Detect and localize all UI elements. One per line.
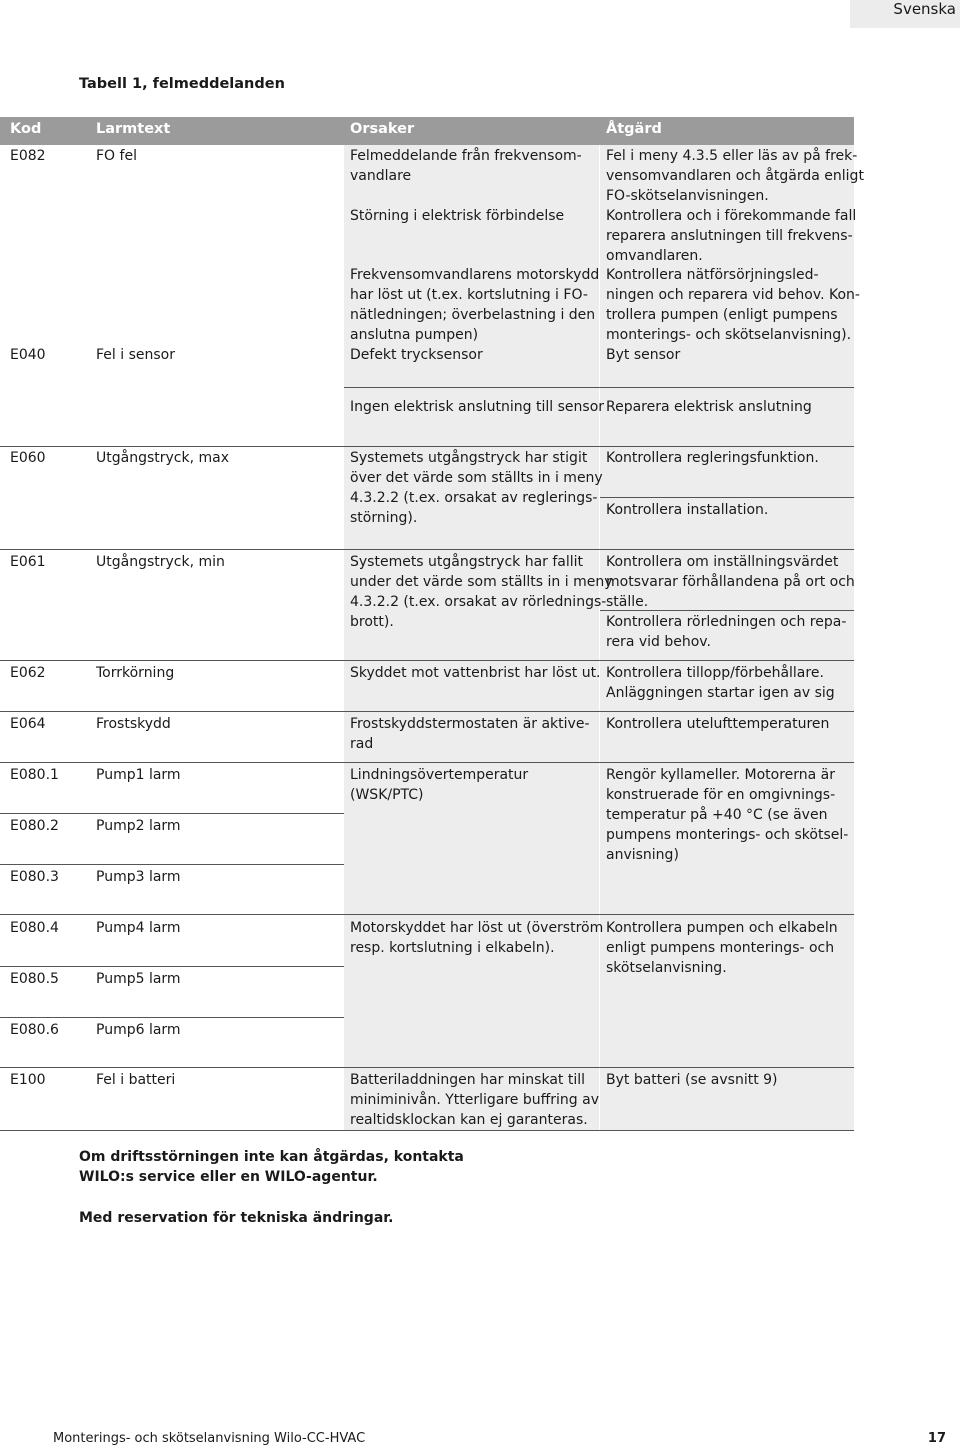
divider — [0, 1017, 344, 1018]
language-label: Svenska — [850, 0, 960, 28]
text-e060: Utgångstryck, max — [96, 450, 229, 466]
table-bottom-border — [0, 1130, 854, 1131]
code-e080-1: E080.1 — [10, 767, 59, 783]
text-e062: Torrkörning — [96, 665, 175, 681]
action-e082-1: Fel i meny 4.3.5 eller läs av på frek- vensomvandlaren och åtgärda enligt FO-skötselanvisningen. — [606, 148, 864, 204]
action-e040-1: Byt sensor — [606, 347, 681, 363]
action-e040-2: Reparera elektrisk anslutning — [606, 399, 812, 415]
code-e080-2: E080.2 — [10, 818, 59, 834]
text-e082: FO fel — [96, 148, 137, 164]
cause-e082-1: Felmeddelande från frekvensom- vandlare — [350, 148, 582, 184]
error-table — [0, 117, 854, 145]
table-title: Tabell 1, felmeddelanden — [79, 76, 285, 92]
divider — [344, 387, 854, 388]
col-orsaker: Orsaker — [350, 121, 415, 137]
text-e080-6: Pump6 larm — [96, 1022, 181, 1038]
divider — [0, 813, 344, 814]
action-e080a: Rengör kyllameller. Motorerna är konstruerade för en omgivnings- temperatur på +40 °C (se även pumpens monterings- och skötsel- anvisning) — [606, 767, 849, 863]
cause-e082-2: Störning i elektrisk förbindelse — [350, 208, 565, 224]
divider — [0, 762, 854, 763]
table-header — [0, 117, 854, 145]
code-e040: E040 — [10, 347, 46, 363]
divider — [0, 966, 344, 967]
cause-e040-1: Defekt trycksensor — [350, 347, 483, 363]
divider — [0, 660, 854, 661]
cause-e064-1: Frostskyddstermostaten är aktive- rad — [350, 716, 590, 752]
footer-text: Monterings- och skötselanvisning Wilo-CC-HVAC — [53, 1431, 366, 1446]
text-e080-1: Pump1 larm — [96, 767, 181, 783]
divider — [600, 610, 854, 611]
col-larmtext: Larmtext — [96, 121, 171, 137]
code-e064: E064 — [10, 716, 46, 732]
code-e100: E100 — [10, 1072, 46, 1088]
code-e062: E062 — [10, 665, 46, 681]
cause-e100-1: Batteriladdningen har minskat till miniminivån. Ytterligare buffring av realtidsklockan kan ej garanteras. — [350, 1072, 599, 1128]
cause-e061-1: Systemets utgångstryck har fallit under det värde som ställts in i meny 4.3.2.2 (t.ex. orsakat av rörlednings- brott). — [350, 554, 613, 630]
text-e080-5: Pump5 larm — [96, 971, 181, 987]
reservation-note: Med reservation för tekniska ändringar. — [79, 1210, 394, 1226]
text-e061: Utgångstryck, min — [96, 554, 225, 570]
text-e080-4: Pump4 larm — [96, 920, 181, 936]
divider — [0, 711, 854, 712]
action-e064-1: Kontrollera utelufttemperaturen — [606, 716, 830, 732]
code-e080-5: E080.5 — [10, 971, 59, 987]
action-e062-1: Kontrollera tillopp/förbehållare. Anläggningen startar igen av sig — [606, 665, 835, 701]
code-e080-6: E080.6 — [10, 1022, 59, 1038]
cause-e080b: Motorskyddet har löst ut (överström resp. kortslutning i elkabeln). — [350, 920, 604, 956]
divider — [0, 446, 854, 447]
cause-e062-1: Skyddet mot vattenbrist har löst ut. — [350, 665, 601, 681]
col-atgard: Åtgärd — [606, 121, 662, 137]
code-e080-4: E080.4 — [10, 920, 59, 936]
code-e082: E082 — [10, 148, 46, 164]
code-e061: E061 — [10, 554, 46, 570]
divider — [600, 497, 854, 498]
col-kod: Kod — [10, 121, 42, 137]
divider — [0, 864, 344, 865]
divider — [0, 549, 854, 550]
text-e080-3: Pump3 larm — [96, 869, 181, 885]
action-e060-1: Kontrollera regleringsfunktion. — [606, 450, 819, 466]
service-note: Om driftsstörningen inte kan åtgärdas, kontakta WILO:s service eller en WILO-agentur. — [79, 1149, 464, 1185]
page-number: 17 — [927, 1431, 946, 1446]
action-e061-2: Kontrollera rörledningen och repa- rera vid behov. — [606, 614, 847, 650]
cause-e082-3: Frekvensomvandlarens motorskydd har löst ut (t.ex. kortslutning i FO- nätledningen; överbelastning i den anslutna pumpen) — [350, 267, 600, 343]
divider — [0, 914, 854, 915]
cause-e080a: Lindningsövertemperatur (WSK/PTC) — [350, 767, 529, 803]
action-e061-1: Kontrollera om inställningsvärdet motsvarar förhållandena på ort och ställe. — [606, 554, 855, 610]
action-e082-2: Kontrollera och i förekommande fall reparera anslutningen till frekvens- omvandlaren. — [606, 208, 857, 264]
divider — [0, 1067, 854, 1068]
cause-e040-2: Ingen elektrisk anslutning till sensor — [350, 399, 605, 415]
code-e060: E060 — [10, 450, 46, 466]
code-e080-3: E080.3 — [10, 869, 59, 885]
action-e060-2: Kontrollera installation. — [606, 502, 769, 518]
action-e080b: Kontrollera pumpen och elkabeln enligt pumpens monterings- och skötselanvisning. — [606, 920, 838, 976]
action-e100-1: Byt batteri (se avsnitt 9) — [606, 1072, 778, 1088]
text-e064: Frostskydd — [96, 716, 171, 732]
text-e080-2: Pump2 larm — [96, 818, 181, 834]
text-e100: Fel i batteri — [96, 1072, 176, 1088]
text-e040: Fel i sensor — [96, 347, 175, 363]
cause-e060-1: Systemets utgångstryck har stigit över det värde som ställts in i meny 4.3.2.2 (t.ex. orsakat av reglerings- störning). — [350, 450, 603, 526]
action-e082-3: Kontrollera nätförsörjningsled- ningen och reparera vid behov. Kon- trollera pumpen (enligt pumpens monterings- och skötselanvisning). — [606, 267, 860, 343]
